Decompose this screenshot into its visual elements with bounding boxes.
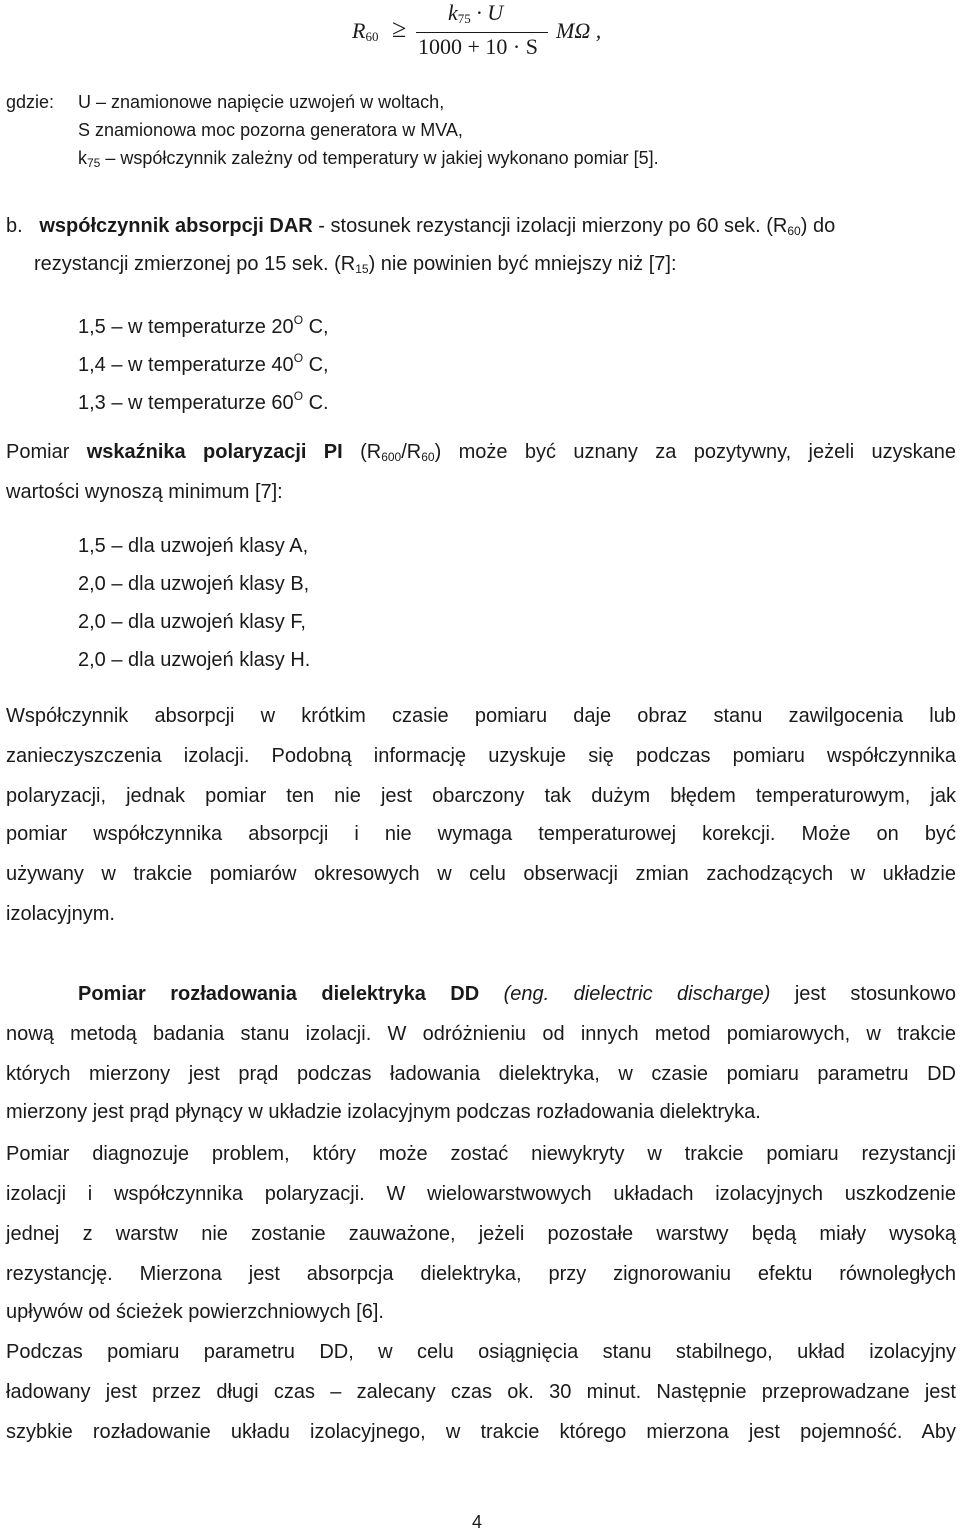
formula-denominator: 1000 + 10 · S — [418, 34, 538, 59]
pi-item-3: 2,0 – dla uzwojeń klasy F, — [78, 611, 306, 633]
formula-unit: MΩ , — [556, 18, 602, 43]
formula-numerator: $k_{75} \cdot U$ — [448, 0, 504, 26]
section-b-line1: b. współczynnik absorpcji DAR - stosunek rezystancji izolacji mierzony po 60 sek. $(R_{60})$ do — [6, 215, 836, 238]
pi-para-line2: wartości wynoszą minimum [7]: — [6, 481, 283, 503]
page-number: 4 — [472, 1512, 483, 1532]
legend-line-u: U – znamionowe napięcie uzwojeń w woltach, — [78, 92, 445, 112]
formula-lhs: $R_{60}$ — [352, 18, 379, 44]
dd-para-line2: nową metodą badania stanu izolacji. W odróżnieniu od innych metod pomiarowych, w trakcie — [6, 1023, 956, 1045]
absorpcja-line-5: używany w trakcie pomiarów okresowych w celu obserwacji zmian zachodzących w układzie — [6, 863, 956, 885]
pi-item-4: 2,0 – dla uzwojeń klasy H. — [78, 649, 311, 671]
dd-para-line3: których mierzony jest prąd podczas ładowania dielektryka, w czasie pomiaru parametru DD — [6, 1063, 956, 1085]
podczas-line-3: szybkie rozładowanie układu izolacyjnego, w trakcie którego mierzona jest pojemność. Aby — [6, 1421, 956, 1443]
dar-item-1: 1,5 – w temperaturze $20^O$ C, — [78, 313, 329, 338]
absorpcja-line-4: pomiar współczynnika absorpcji i nie wymaga temperaturowej korekcji. Może on być — [6, 823, 956, 845]
pi-item-2: 2,0 – dla uzwojeń klasy B, — [78, 573, 310, 595]
podczas-line-2: ładowany jest przez długi czas – zalecany czas ok. 30 minut. Następnie przeprowadzane jest — [6, 1381, 956, 1403]
dd-para-line1: Pomiar rozładowania dielektryka DD (eng. dielectric discharge) jest stosunkowo — [78, 983, 956, 1005]
absorpcja-line-3: polaryzacji, jednak pomiar ten nie jest obarczony tak dużym błędem temperaturowym, jak — [6, 785, 956, 807]
legend-label: gdzie: — [6, 92, 55, 112]
diag-line-5: upływów od ścieżek powierzchniowych [6]. — [6, 1301, 384, 1323]
pi-item-1: 1,5 – dla uzwojeń klasy A, — [78, 535, 309, 557]
absorpcja-line-2: zanieczyszczenia izolacji. Podobną informację uzyskuje się podczas pomiaru współczynnika — [6, 745, 956, 767]
pi-para-line1: Pomiar wskaźnika polaryzacji PI $(R_{600}/R_{60})$ może być uznany za pozytywny, jeżeli uzyskane — [6, 441, 956, 464]
podczas-line-1: Podczas pomiaru parametru DD, w celu osiągnięcia stanu stabilnego, układ izolacyjny — [6, 1341, 956, 1363]
dar-item-3: 1,3 – w temperaturze $60^O$ C. — [78, 389, 329, 414]
section-b-line2: rezystancji zmierzonej po 15 sek. $(R_{15})$ nie powinien być mniejszy niż [7]: — [34, 253, 677, 276]
diag-line-1: Pomiar diagnozuje problem, który może zostać niewykryty w trakcie pomiaru rezystancji — [6, 1143, 956, 1165]
dar-item-2: 1,4 – w temperaturze $40^O$ C, — [78, 351, 329, 376]
formula-relation: ≥ — [392, 14, 407, 43]
fraction-bar — [416, 32, 548, 33]
formula-r60 — [352, 0, 622, 64]
legend-line-s: S znamionowa moc pozorna generatora w MVA, — [78, 120, 463, 140]
diag-line-2: izolacji i współczynnika polaryzacji. W wielowarstwowych układach izolacyjnych uszkodzenie — [6, 1183, 956, 1205]
diag-line-3: jednej z warstw nie zostanie zauważone, jeżeli pozostałe warstwy będą miały wysoką — [6, 1223, 956, 1245]
absorpcja-line-1: Współczynnik absorpcji w krótkim czasie pomiaru daje obraz stanu zawilgocenia lub — [6, 705, 956, 727]
absorpcja-line-6: izolacyjnym. — [6, 903, 115, 925]
dd-para-line4: mierzony jest prąd płynący w układzie izolacyjnym podczas rozładowania dielektryka. — [6, 1101, 761, 1123]
legend-line-k75: $k_{75}$ – współczynnik zależny od temperatury w jakiej wykonano pomiar [5]. — [78, 148, 659, 170]
diag-line-4: rezystancję. Mierzona jest absorpcja dielektryka, przy zignorowaniu efektu równoległych — [6, 1263, 956, 1285]
